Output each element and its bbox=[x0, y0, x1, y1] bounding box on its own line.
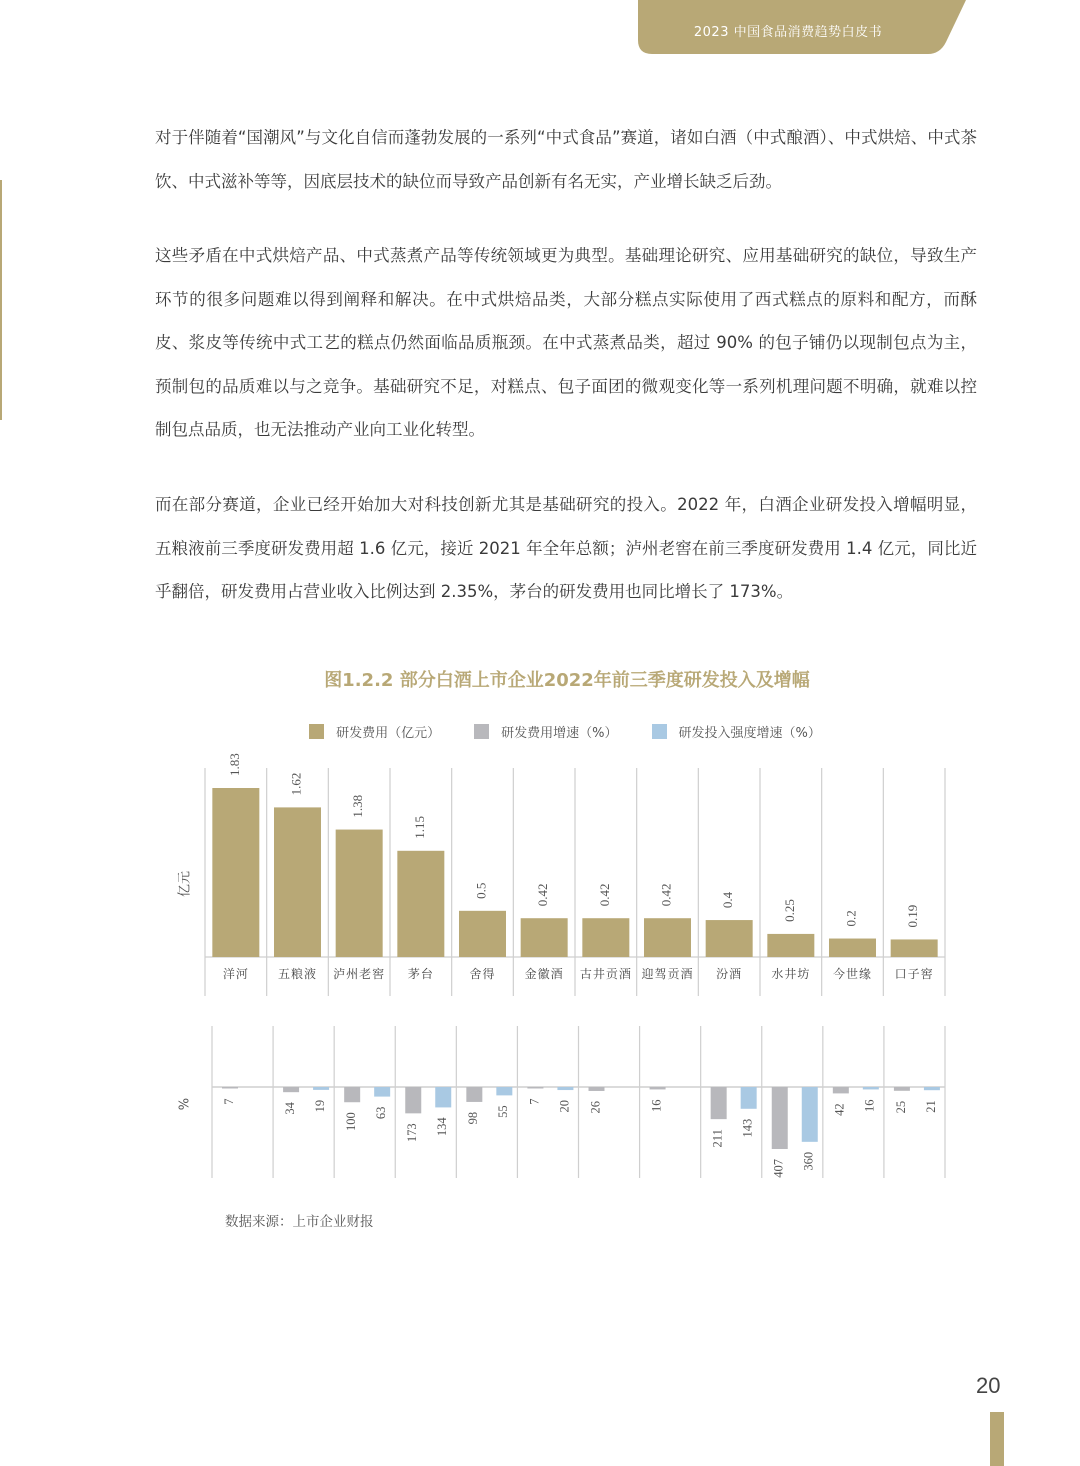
expense-bar bbox=[891, 939, 938, 957]
expense-bar bbox=[336, 830, 383, 957]
intensity-bar bbox=[924, 1087, 940, 1090]
growth-value-label: 26 bbox=[588, 1100, 603, 1114]
expense-value-label: 0.5 bbox=[473, 882, 489, 899]
intensity-value-label: 143 bbox=[740, 1118, 755, 1138]
intensity-value-label: 55 bbox=[496, 1105, 511, 1118]
bottom-y-axis-label: % bbox=[177, 1097, 193, 1111]
expense-value-label: 1.62 bbox=[288, 772, 304, 796]
expense-value-label: 0.25 bbox=[781, 899, 797, 922]
growth-bar bbox=[344, 1087, 360, 1102]
chart-title: 图1.2.2 部分白酒上市企业2022年前三季度研发投入及增幅 bbox=[324, 670, 810, 691]
category-label: 洋河 bbox=[222, 967, 249, 981]
expense-bar bbox=[582, 918, 629, 957]
expense-bar bbox=[274, 807, 321, 957]
growth-value-label: 16 bbox=[649, 1099, 664, 1112]
expense-bar bbox=[459, 911, 506, 957]
expense-value-label: 0.42 bbox=[658, 883, 674, 907]
category-label: 舍得 bbox=[469, 967, 496, 981]
intensity-value-label: 134 bbox=[435, 1117, 450, 1137]
legend-label-expense: 研发费用（亿元） bbox=[336, 726, 441, 741]
growth-bar bbox=[894, 1087, 910, 1091]
category-label: 汾酒 bbox=[716, 967, 743, 981]
expense-value-label: 1.83 bbox=[226, 753, 242, 776]
data-source: 数据来源：上市企业财报 bbox=[225, 1214, 374, 1230]
category-label: 泸州老窖 bbox=[333, 967, 386, 981]
expense-value-label: 1.15 bbox=[411, 816, 427, 839]
category-label: 金徽酒 bbox=[524, 967, 564, 981]
legend-label-intensity: 研发投入强度增速（%） bbox=[678, 726, 821, 741]
expense-bar bbox=[397, 851, 444, 957]
intensity-bar bbox=[496, 1087, 512, 1095]
intensity-value-label: 360 bbox=[801, 1151, 816, 1171]
category-label: 水井坊 bbox=[771, 967, 811, 981]
intensity-bar bbox=[374, 1087, 390, 1097]
expense-bar bbox=[829, 939, 876, 957]
growth-bar bbox=[405, 1087, 421, 1113]
expense-bar bbox=[767, 934, 814, 957]
intensity-value-label: 16 bbox=[862, 1099, 877, 1112]
growth-bar bbox=[527, 1087, 543, 1089]
growth-value-label: 7 bbox=[527, 1098, 542, 1105]
intensity-value-label: 19 bbox=[312, 1099, 327, 1113]
category-label: 五粮液 bbox=[277, 967, 318, 981]
expense-value-label: 0.19 bbox=[905, 904, 921, 928]
growth-value-label: 173 bbox=[405, 1123, 420, 1143]
expense-bar bbox=[521, 918, 568, 957]
paragraph-1: 对于伴随着“国潮风”与文化自信而蓬勃发展的一系列“中式食品”赛道，诸如白酒（中式酿酒）、中式烘焙、中式茶饮、中式滋补等等，因底层技术的缺位而导致产品创新有名无实，产业增长缺乏后劲。 bbox=[155, 128, 977, 191]
expense-value-label: 0.42 bbox=[596, 883, 612, 907]
growth-bar bbox=[833, 1087, 849, 1093]
category-label: 茅台 bbox=[407, 967, 434, 981]
expense-value-label: 1.38 bbox=[350, 794, 366, 818]
category-label: 今世缘 bbox=[832, 967, 873, 981]
growth-value-label: 34 bbox=[282, 1102, 297, 1115]
growth-value-label: 25 bbox=[893, 1100, 908, 1114]
expense-value-label: 0.4 bbox=[720, 891, 736, 909]
legend-label-growth: 研发费用增速（%） bbox=[501, 726, 618, 741]
intensity-bar bbox=[802, 1087, 818, 1142]
growth-bar bbox=[650, 1087, 666, 1089]
growth-value-label: 42 bbox=[832, 1103, 847, 1116]
intensity-bar bbox=[741, 1087, 757, 1109]
growth-bar bbox=[711, 1087, 727, 1119]
expense-bar bbox=[644, 918, 691, 957]
growth-bar bbox=[466, 1087, 482, 1102]
expense-bar bbox=[212, 788, 259, 957]
document-title: 2023 中国食品消费趋势白皮书 bbox=[693, 25, 883, 40]
paragraph-3: 而在部分赛道，企业已经开始加大对科技创新尤其是基础研究的投入。2022 年，白酒企业研发投入增幅明显，五粮液前三季度研发费用超 1.6 亿元，接近 2021 年全年总额；泸州老窖在前三季度研发费用 1.4 亿元，同比近乎翻倍，研发费用占营业收入比例达到 2.35%，茅台的研发费用也同比增长了 173%。 bbox=[155, 495, 977, 601]
growth-bar bbox=[283, 1087, 299, 1092]
page-accent-bar bbox=[990, 1412, 1004, 1466]
category-label: 口子窖 bbox=[894, 967, 934, 981]
intensity-bar bbox=[557, 1087, 573, 1090]
page-number: 20 bbox=[976, 1373, 1001, 1398]
growth-value-label: 407 bbox=[771, 1159, 786, 1178]
intensity-bar bbox=[435, 1087, 451, 1107]
growth-bar bbox=[589, 1087, 605, 1091]
category-label: 迎驾贡酒 bbox=[641, 967, 694, 981]
growth-value-label: 100 bbox=[344, 1112, 359, 1131]
top-y-axis-label: 亿元 bbox=[177, 870, 193, 898]
growth-bar bbox=[222, 1087, 238, 1089]
paragraph-2: 这些矛盾在中式烘焙产品、中式蒸煮产品等传统领域更为典型。基础理论研究、应用基础研究的缺位，导致生产环节的很多问题难以得到阐释和解决。在中式烘焙品类，大部分糕点实际使用了西式糕点的原料和配方，而酥皮、浆皮等传统中式工艺的糕点仍然面临品质瓶颈。在中式蒸煮品类，超过 90% 的包子铺仍以现制包点为主，预制包的品质难以与之竞争。基础研究不足，对糕点、包子面团的微观变化等一系列机理问题不明确，就难以控制包点品质，也无法推动产业向工业化转型。 bbox=[155, 246, 977, 439]
intensity-bar bbox=[863, 1087, 879, 1089]
intensity-bar bbox=[313, 1087, 329, 1090]
growth-value-label: 211 bbox=[710, 1129, 725, 1148]
intensity-value-label: 63 bbox=[374, 1106, 389, 1120]
growth-value-label: 98 bbox=[466, 1111, 481, 1125]
growth-value-label: 7 bbox=[221, 1098, 236, 1105]
intensity-value-label: 21 bbox=[923, 1100, 938, 1113]
expense-value-label: 0.2 bbox=[843, 910, 859, 927]
intensity-value-label: 20 bbox=[557, 1100, 572, 1113]
growth-bar bbox=[772, 1087, 788, 1149]
expense-bar bbox=[706, 920, 753, 957]
expense-value-label: 0.42 bbox=[535, 883, 551, 907]
category-label: 古井贡酒 bbox=[579, 967, 632, 981]
